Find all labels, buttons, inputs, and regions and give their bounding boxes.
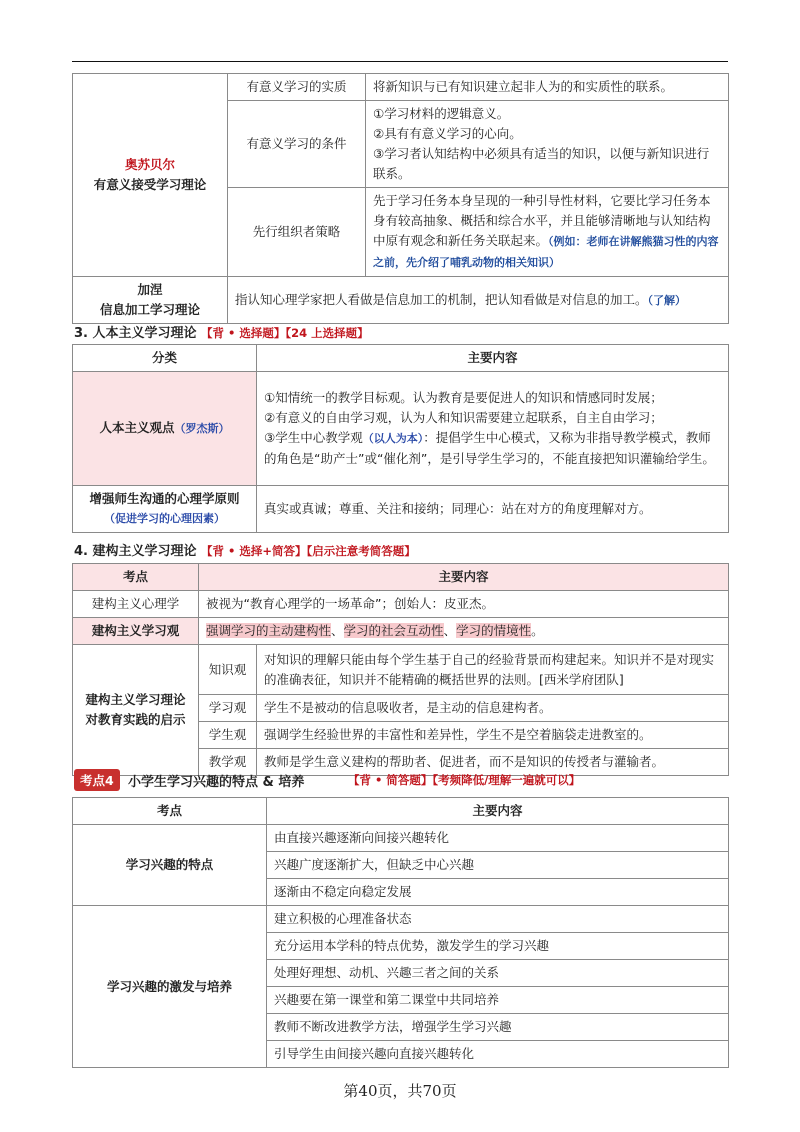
interest-item: 教师不断改进教学方法，增强学生学习兴趣 bbox=[267, 1014, 729, 1041]
separator: 。 bbox=[531, 623, 544, 638]
interest-traits-label: 学习兴趣的特点 bbox=[73, 825, 267, 906]
constructivism-psych-label: 建构主义心理学 bbox=[73, 591, 199, 618]
kaodian4-tags: 【背 • 简答题】【考频降低/理解一遍就可以】 bbox=[348, 773, 581, 787]
label-line: 建构主义学习理论 bbox=[85, 692, 186, 707]
label-note: （促进学习的心理因素） bbox=[104, 512, 225, 525]
constructivism-psych-content: 被视为“教育心理学的一场革命”；创始人：皮亚杰。 bbox=[199, 591, 729, 618]
organizer-text: 先于学习任务本身呈现的一种引导性材料，它要比学习任务本身有较高抽象、概括和综合水平，并且能够清晰地与认知结构中原有观念和新任务关联起来。 bbox=[373, 193, 711, 248]
sub-content: 学生不是被动的信息吸收者，是主动的信息建构者。 bbox=[257, 695, 729, 722]
highlight: 强调学习的主动建构性 bbox=[206, 623, 332, 638]
gagne-text: 指认知心理学家把人看做是信息加工的机制，把认知看做是对信息的加工。 bbox=[235, 291, 648, 307]
line-note: （以人为本） bbox=[362, 432, 424, 445]
sub-label: 学习观 bbox=[199, 695, 257, 722]
interest-item: 由直接兴趣逐渐向间接兴趣转化 bbox=[267, 825, 729, 852]
ausubel-name: 奥苏贝尔 bbox=[124, 157, 175, 172]
section3-heading bbox=[74, 322, 369, 341]
section4-heading bbox=[74, 540, 416, 559]
ausubel-theory: 有意义接受学习理论 bbox=[93, 177, 207, 192]
communication-content: 真实或真诚；尊重、关注和接纳；同理心：站在对方的角度理解对方。 bbox=[257, 486, 729, 533]
interest-item: 引导学生由间接兴趣向直接兴趣转化 bbox=[267, 1041, 729, 1068]
col-header: 主要内容 bbox=[267, 798, 729, 825]
section3-tags: 【背 • 选择题】【24 上选择题】 bbox=[201, 326, 369, 340]
row-content bbox=[366, 101, 729, 188]
separator: 、 bbox=[443, 623, 457, 638]
row-label: 有意义学习的实质 bbox=[228, 74, 366, 101]
interest-item: 逐渐由不稳定向稳定发展 bbox=[267, 879, 729, 906]
separator: 、 bbox=[331, 623, 344, 638]
col-header: 考点 bbox=[73, 564, 199, 591]
interest-item: 充分运用本学科的特点优势，激发学生的学习兴趣 bbox=[267, 933, 729, 960]
label-line: 对教育实践的启示 bbox=[85, 712, 186, 727]
rogers-note: （罗杰斯） bbox=[174, 422, 230, 435]
interest-item: 处理好理想、动机、兴趣三者之间的关系 bbox=[267, 960, 729, 987]
humanism-view-content bbox=[257, 372, 729, 486]
col-header: 分类 bbox=[73, 345, 257, 372]
kaodian-badge: 考点4 bbox=[74, 769, 120, 791]
col-header: 考点 bbox=[73, 798, 267, 825]
humanism-table bbox=[72, 344, 729, 533]
condition-line: ①学习材料的逻辑意义。 bbox=[373, 106, 510, 121]
ausubel-table bbox=[72, 73, 729, 324]
sub-label: 知识观 bbox=[199, 645, 257, 695]
highlight: 学习的社会互动性 bbox=[343, 623, 444, 638]
implication-label bbox=[73, 645, 199, 776]
row-content: 将新知识与已有知识建立起非人为的和实质性的联系。 bbox=[366, 74, 729, 101]
learning-view-content bbox=[199, 618, 729, 645]
interest-item: 建立积极的心理准备状态 bbox=[267, 906, 729, 933]
learning-view-label: 建构主义学习观 bbox=[73, 618, 199, 645]
organizer-example: （例如：老师在讲解熊猫习性的内容之前，先介绍了哺乳动物的相关知识） bbox=[373, 235, 719, 269]
line-prefix: ③学生中心教学观 bbox=[264, 430, 363, 445]
ausubel-label-cell bbox=[73, 74, 228, 277]
section3-title: 3. 人本主义学习理论 bbox=[74, 326, 197, 341]
sub-content: 强调学生经验世界的丰富性和差异性，学生不是空着脑袋走进教室的。 bbox=[257, 722, 729, 749]
interest-item: 兴趣广度逐渐扩大，但缺乏中心兴趣 bbox=[267, 852, 729, 879]
content-line bbox=[264, 428, 721, 469]
row-label: 有意义学习的条件 bbox=[228, 101, 366, 188]
col-header: 主要内容 bbox=[257, 345, 729, 372]
condition-line: ②具有有意义学习的心向。 bbox=[373, 126, 522, 141]
sub-content: 教师是学生意义建构的帮助者、促进者，而不是知识的传授者与灌输者。 bbox=[257, 749, 729, 776]
content-line: ①知情统一的教学目标观。认为教育是要促进人的知识和情感同时发展； bbox=[264, 390, 663, 405]
interest-item: 兴趣要在第一课堂和第二课堂中共同培养 bbox=[267, 987, 729, 1014]
row-content bbox=[366, 188, 729, 277]
highlight: 学习的情境性 bbox=[456, 623, 532, 638]
kaodian4-title: 小学生学习兴趣的特点 & 培养 bbox=[128, 775, 305, 790]
constructivism-table bbox=[72, 563, 729, 776]
sub-label: 教学观 bbox=[199, 749, 257, 776]
gagne-content bbox=[228, 277, 729, 324]
row-label: 先行组织者策略 bbox=[228, 188, 366, 277]
gagne-name: 加涅 bbox=[137, 282, 163, 297]
label-text: 人本主义观点 bbox=[99, 420, 175, 435]
section4-tags: 【背 • 选择+简答】【启示注意考简答题】 bbox=[201, 544, 416, 558]
top-rule bbox=[72, 61, 728, 62]
page-number: 第40页，共70页 bbox=[343, 1082, 457, 1100]
section4-title: 4. 建构主义学习理论 bbox=[74, 544, 197, 559]
gagne-note: （了解） bbox=[647, 293, 687, 307]
col-header: 主要内容 bbox=[199, 564, 729, 591]
communication-label bbox=[73, 486, 257, 533]
label-text: 增强师生沟通的心理学原则 bbox=[89, 491, 240, 506]
sub-label: 学生观 bbox=[199, 722, 257, 749]
content-line: ②有意义的自由学习观，认为人和知识需要建立起联系，自主自由学习； bbox=[264, 410, 663, 425]
gagne-theory: 信息加工学习理论 bbox=[99, 302, 200, 317]
condition-line: ③学习者认知结构中必须具有适当的知识，以便与新知识进行联系。 bbox=[373, 146, 710, 181]
line-rest: ：提倡学生中心模式，又称为非指导教学模式，教师的角色是“助产士”或“催化剂”，是引导学生学习的，不能直接把知识灌输给学生。 bbox=[264, 430, 715, 466]
interest-table bbox=[72, 797, 729, 1068]
gagne-label-cell bbox=[73, 277, 228, 324]
sub-content: 对知识的理解只能由每个学生基于自己的经验背景而构建起来。知识并不是对现实的准确表征，知识并不能精确的概括世界的法则。[西米学府团队] bbox=[257, 645, 729, 695]
humanism-view-label bbox=[73, 372, 257, 486]
interest-cultivation-label: 学习兴趣的激发与培养 bbox=[73, 906, 267, 1068]
